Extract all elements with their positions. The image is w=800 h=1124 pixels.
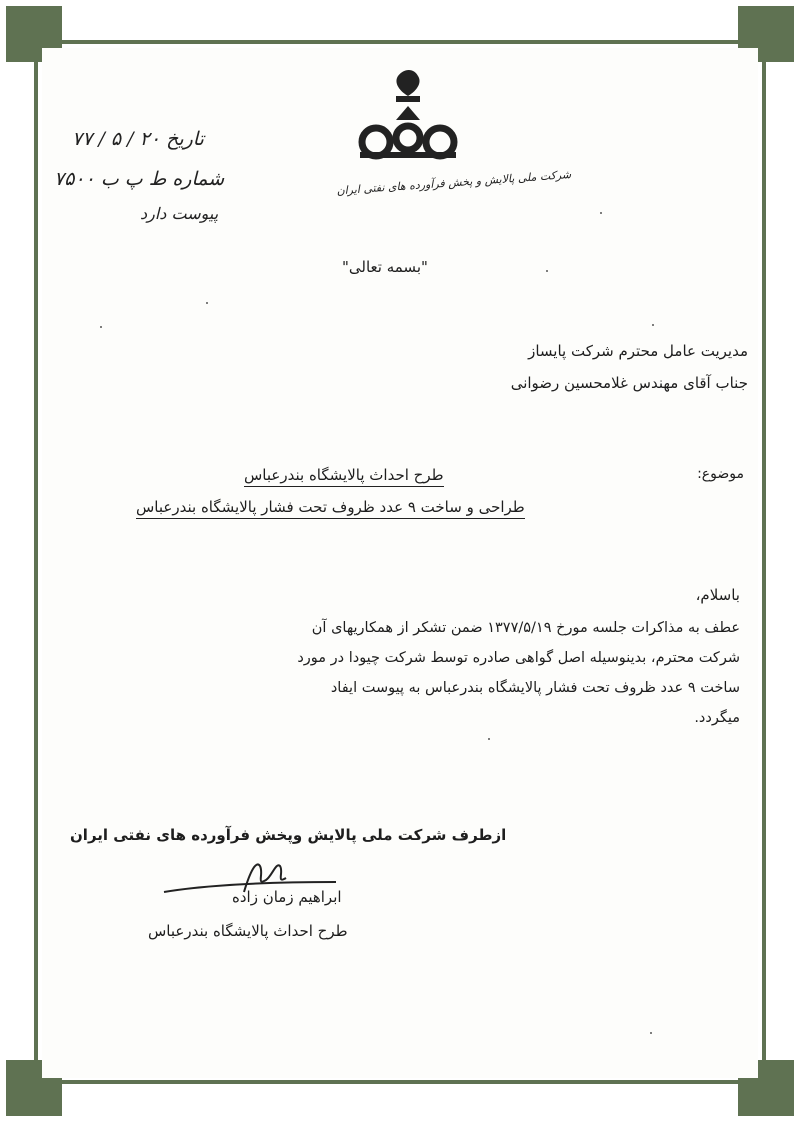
- scan-speck: [488, 738, 490, 740]
- frame-left-line: [34, 40, 38, 1084]
- scan-speck: [650, 1032, 652, 1034]
- company-name-under-logo: شرکت ملی پالایش و پخش فرآورده های نفتی ایران: [336, 168, 572, 198]
- signer-title: طرح احداث پالایشگاه بندرعباس: [148, 922, 348, 940]
- frame-bottom-line: [34, 1080, 766, 1084]
- signer-name: ابراهیم زمان زاده: [232, 888, 342, 906]
- scan-speck: [652, 324, 654, 326]
- scan-speck: [600, 212, 602, 214]
- body-line-4: میگردد.: [694, 710, 740, 726]
- scan-speck: [100, 326, 102, 328]
- body-line-2: شرکت محترم، بدینوسیله اصل گواهی صادره توسط شرکت چیودا در مورد: [297, 650, 740, 666]
- body-line-3: ساخت ۹ عدد ظروف تحت فشار پالایشگاه بندرعباس به پیوست ایفاد: [330, 680, 740, 696]
- body-line-1: عطف به مذاکرات جلسه مورخ ۱۳۷۷/۵/۱۹ ضمن تشکر از همکاریهای آن: [311, 620, 740, 636]
- greeting: باسلام،: [695, 586, 740, 604]
- company-logo: [352, 68, 464, 168]
- attachment-line: پیوست دارد: [140, 204, 219, 223]
- subject-line-1: طرح احداث پالایشگاه بندرعباس: [244, 466, 444, 487]
- scan-speck: [206, 302, 208, 304]
- date-line: تاریخ ۲۰ / ۵ / ۷۷: [72, 128, 204, 150]
- recipient-line-1: مدیریت عامل محترم شرکت پایساز: [528, 342, 748, 360]
- letter-number-line: شماره ط پ ب ۷۵۰۰: [54, 168, 225, 190]
- recipient-line-2: جناب آقای مهندس غلامحسین رضوانی: [510, 374, 748, 392]
- on-behalf-line: ازطرف شرکت ملی پالایش وپخش فرآورده های نفتی ایران: [70, 826, 507, 844]
- subject-label: موضوع:: [697, 466, 744, 482]
- subject-line-2: طراحی و ساخت ۹ عدد ظروف تحت فشار پالایشگاه بندرعباس: [136, 498, 525, 519]
- invocation-text: "بسمه تعالی": [342, 258, 428, 276]
- frame-top-line: [34, 40, 766, 44]
- frame-right-line: [762, 40, 766, 1084]
- scan-speck: [546, 270, 548, 272]
